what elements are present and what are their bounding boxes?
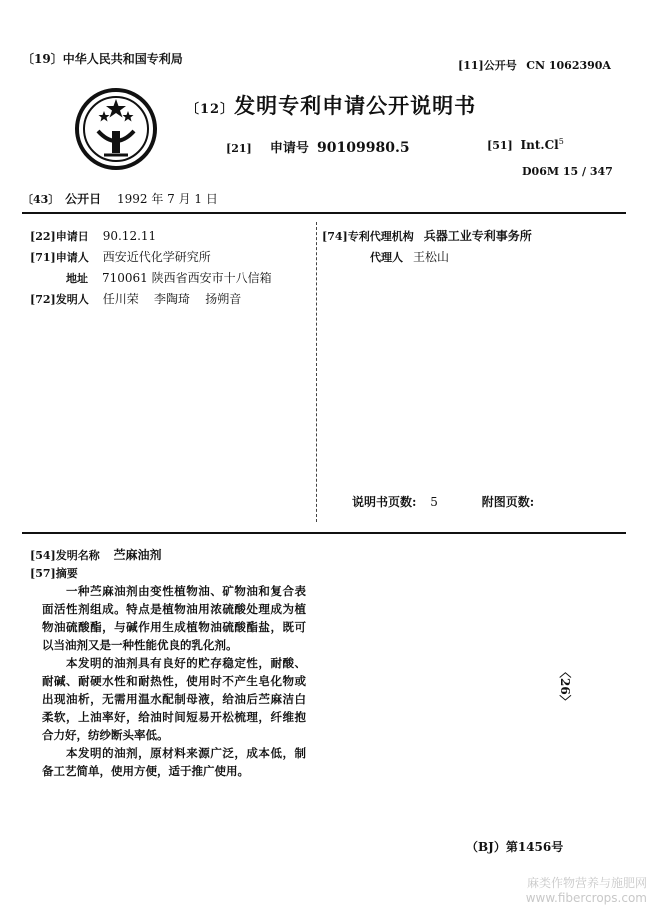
app-number-value: 90109980.5 [317, 140, 410, 156]
office-name: 中华人民共和国专利局 [62, 52, 183, 66]
abstract-paragraph: 本发明的油剂具有良好的贮存稳定性，耐酸、耐碱、耐硬水性和耐热性，使用时不产生皂化物或出现油析，无需用温水配制母液，给油后苎麻洁白柔软，上油率好，给油时间短易开松梳理，纤维抱合力好，纺纱断头率低。 [42, 656, 306, 742]
document-title: 发明专利申请公开说明书 [234, 93, 477, 118]
ipc-label: Int.Cl [520, 138, 559, 152]
desc-pages-label: 说明书页数: [352, 495, 417, 509]
title-tag: [54] [30, 549, 56, 562]
header-divider [22, 212, 626, 214]
kind-code: 〔12〕 [186, 102, 235, 117]
agency-value: 兵器工业专利事务所 [423, 229, 532, 243]
title-label: 发明名称 [55, 549, 100, 562]
invention-title: 苎麻油剂 [113, 548, 162, 562]
applicant-label: 申请人 [55, 251, 89, 264]
footer-code: （BJ）第1456号 [466, 840, 564, 854]
agency-label: 专利代理机构 [347, 230, 414, 243]
ipc-tag: [51] [487, 139, 513, 152]
watermark [526, 876, 647, 906]
pub-date-value: 1992 年 7 月 1 日 [116, 192, 218, 206]
abstract-tag: [57] [30, 567, 56, 580]
drawing-pages-label: 附图页数: [481, 495, 535, 509]
pub-date-label: 公开日 [65, 192, 102, 206]
agent-label: 代理人 [370, 251, 403, 264]
ipc-code: D06M 15 / 347 [522, 165, 613, 178]
desc-pages-value: 5 [430, 495, 438, 509]
abstract-paragraph: 本发明的油剂，原材料来源广泛，成本低，制备工艺简单，使用方便，适于推广使用。 [42, 746, 306, 778]
pub-number: CN 1062390A [526, 59, 611, 72]
watermark-line2: www.fibercrops.com [525, 891, 647, 905]
watermark-line1: 麻类作物营养与施肥网 [526, 876, 647, 890]
app-number-label: 申请号 [269, 141, 309, 156]
address-label: 地址 [66, 272, 88, 285]
abstract-paragraph: 一种苎麻油剂由变性植物油、矿物油和复合表面活性剂组成。特点是植物油用浓硫酸处理成为植物油硫酸酯，与碱作用生成植物油硫酸酯盐，既可以当油剂又是一种性能优良的乳化剂。 [42, 584, 306, 652]
applicant-value: 西安近代化学研究所 [102, 250, 211, 264]
abstract-body [42, 582, 306, 780]
inventor-label: 发明人 [55, 293, 89, 306]
address-value: 710061 陕西省西安市十八信箱 [102, 271, 272, 285]
abstract-divider [22, 532, 626, 534]
ipc-edition: 5 [558, 137, 564, 146]
side-page-number: 〈26〉 [558, 666, 572, 707]
filing-date-label: 申请日 [55, 230, 89, 243]
biblio-column-divider [316, 222, 317, 522]
filing-date-value: 90.12.11 [102, 229, 157, 243]
applicant-tag: [71] [30, 251, 56, 264]
inventor-value: 任川荣 李陶琦 扬朔音 [102, 292, 242, 306]
abstract-label: 摘要 [55, 567, 78, 580]
inventor-tag: [72] [30, 293, 56, 306]
agency-tag: [74] [322, 230, 348, 243]
office-code: 〔19〕 [22, 52, 63, 66]
agent-value: 王松山 [413, 250, 450, 264]
app-number-tag: [21] [226, 142, 252, 155]
pub-code-label: [11]公开号 [458, 59, 517, 72]
filing-date-tag: [22] [30, 230, 56, 243]
pub-date-tag: 〔43〕 [22, 193, 60, 206]
national-emblem [74, 87, 158, 171]
